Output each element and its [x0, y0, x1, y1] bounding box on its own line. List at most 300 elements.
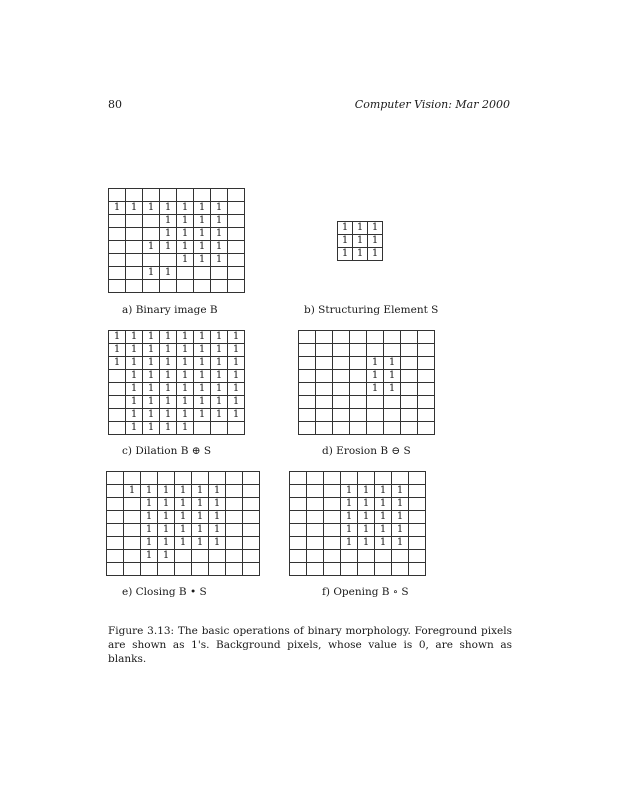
grid-row [109, 202, 245, 215]
grid-cell [194, 280, 211, 293]
grid-cell [324, 472, 341, 485]
caption-erosion: d) Erosion B ⊖ S [322, 445, 411, 457]
grid-cell: 1 [160, 228, 177, 241]
grid-row [109, 228, 245, 241]
grid-cell: 1 [143, 396, 160, 409]
grid-cell: 1 [177, 396, 194, 409]
grid-cell: 1 [158, 511, 175, 524]
grid-cell [350, 370, 367, 383]
grid-cell [290, 485, 307, 498]
grid-row [299, 409, 435, 422]
grid-cell [350, 409, 367, 422]
grid-cell: 1 [141, 485, 158, 498]
grid-cell: 1 [141, 537, 158, 550]
grid-cell: 1 [177, 331, 194, 344]
grid-cell [341, 550, 358, 563]
grid-cell: 1 [177, 202, 194, 215]
grid-cell: 1 [341, 485, 358, 498]
grid-row [299, 422, 435, 435]
grid-cell [109, 189, 126, 202]
grid-cell [307, 511, 324, 524]
grid-cell: 1 [341, 511, 358, 524]
grid-cell: 1 [177, 215, 194, 228]
grid-cell [243, 511, 260, 524]
grid-cell [109, 215, 126, 228]
grid-cell [290, 563, 307, 576]
grid-row [290, 524, 426, 537]
grid-row [109, 396, 245, 409]
grid-cell: 1 [160, 383, 177, 396]
grid-cell [299, 344, 316, 357]
grid-row [290, 550, 426, 563]
grid-cell [333, 331, 350, 344]
grid-cell [107, 550, 124, 563]
grid-cell [350, 396, 367, 409]
grid-cell: 1 [211, 331, 228, 344]
grid-cell [401, 422, 418, 435]
grid-cell: 1 [160, 344, 177, 357]
grid-cell [141, 563, 158, 576]
grid-cell: 1 [143, 331, 160, 344]
grid-cell: 1 [143, 202, 160, 215]
grid-cell: 1 [209, 498, 226, 511]
grid-cell [109, 409, 126, 422]
grid-cell: 1 [192, 485, 209, 498]
grid-cell [209, 550, 226, 563]
grid-cell: 1 [126, 396, 143, 409]
grid-cell [418, 344, 435, 357]
grid-cell [290, 511, 307, 524]
grid-row [109, 331, 245, 344]
grid-cell [333, 422, 350, 435]
grid-cell [243, 524, 260, 537]
grid-cell: 1 [194, 254, 211, 267]
grid-cell: 1 [368, 248, 383, 261]
grid-cell [358, 472, 375, 485]
grid-cell [107, 511, 124, 524]
grid-cell [392, 563, 409, 576]
grid-cell [316, 331, 333, 344]
grid-cell [141, 472, 158, 485]
grid-cell: 1 [126, 409, 143, 422]
grid-cell: 1 [228, 357, 245, 370]
grid-cell: 1 [143, 241, 160, 254]
grid-cell: 1 [353, 235, 368, 248]
grid-cell: 1 [211, 202, 228, 215]
grid-cell: 1 [194, 357, 211, 370]
grid-cell: 1 [158, 485, 175, 498]
grid-row [290, 498, 426, 511]
grid-row [107, 524, 260, 537]
grid-cell [228, 202, 245, 215]
grid-cell [228, 189, 245, 202]
grid-cell [307, 524, 324, 537]
grid-cell: 1 [141, 550, 158, 563]
grid-cell [418, 383, 435, 396]
grid-cell [324, 563, 341, 576]
grid-cell [126, 267, 143, 280]
grid-cell [333, 357, 350, 370]
grid-cell [160, 280, 177, 293]
grid-cell [228, 280, 245, 293]
grid-cell [175, 472, 192, 485]
grid-cell [124, 472, 141, 485]
grid-cell [160, 189, 177, 202]
grid-cell: 1 [368, 235, 383, 248]
grid-cell [126, 280, 143, 293]
grid-cell [126, 254, 143, 267]
grid-cell: 1 [160, 202, 177, 215]
grid-cell [299, 396, 316, 409]
grid-cell [333, 383, 350, 396]
grid-cell [107, 537, 124, 550]
grid-row [109, 383, 245, 396]
grid-cell: 1 [211, 254, 228, 267]
grid-row [109, 344, 245, 357]
grid-cell [211, 422, 228, 435]
grid-cell [177, 189, 194, 202]
grid-cell [109, 370, 126, 383]
grid-cell [226, 485, 243, 498]
grid-cell [243, 563, 260, 576]
grid-cell: 1 [192, 511, 209, 524]
page-number: 80 [108, 98, 122, 111]
grid-row [109, 357, 245, 370]
grid-cell [228, 215, 245, 228]
running-title: Computer Vision: Mar 2000 [354, 98, 510, 111]
grid-cell [226, 472, 243, 485]
grid-cell [324, 537, 341, 550]
grid-cell: 1 [194, 383, 211, 396]
grid-row [290, 563, 426, 576]
grid-cell [175, 563, 192, 576]
closing-grid [106, 471, 260, 576]
grid-row [109, 280, 245, 293]
grid-cell [409, 498, 426, 511]
grid-cell: 1 [160, 241, 177, 254]
grid-cell [307, 550, 324, 563]
grid-cell [384, 409, 401, 422]
grid-row [299, 331, 435, 344]
grid-cell: 1 [160, 331, 177, 344]
grid-cell: 1 [126, 370, 143, 383]
grid-cell: 1 [211, 228, 228, 241]
grid-cell [226, 511, 243, 524]
grid-cell: 1 [209, 485, 226, 498]
grid-row [338, 222, 383, 235]
grid-cell [109, 383, 126, 396]
grid-cell: 1 [192, 537, 209, 550]
grid-cell: 1 [175, 498, 192, 511]
grid-cell [333, 370, 350, 383]
grid-cell [384, 331, 401, 344]
grid-cell [307, 563, 324, 576]
grid-cell: 1 [211, 409, 228, 422]
grid-cell: 1 [384, 370, 401, 383]
grid-cell: 1 [358, 498, 375, 511]
grid-cell: 1 [143, 409, 160, 422]
grid-cell [367, 396, 384, 409]
grid-row [109, 409, 245, 422]
structuring-element-grid [337, 221, 383, 261]
grid-cell: 1 [175, 485, 192, 498]
erosion-grid [298, 330, 435, 435]
grid-cell: 1 [209, 524, 226, 537]
grid-cell: 1 [194, 370, 211, 383]
grid-cell: 1 [177, 383, 194, 396]
grid-row [107, 550, 260, 563]
grid-cell: 1 [392, 537, 409, 550]
grid-cell [384, 396, 401, 409]
grid-cell [243, 472, 260, 485]
grid-cell [228, 241, 245, 254]
caption-opening: f) Opening B ∘ S [322, 586, 409, 598]
grid-cell: 1 [194, 344, 211, 357]
grid-cell: 1 [177, 357, 194, 370]
grid-cell: 1 [338, 248, 353, 261]
grid-cell [126, 241, 143, 254]
grid-cell [409, 472, 426, 485]
grid-row [109, 422, 245, 435]
grid-cell [143, 254, 160, 267]
grid-cell [409, 550, 426, 563]
grid-cell: 1 [228, 331, 245, 344]
grid-row [107, 485, 260, 498]
grid-cell: 1 [392, 485, 409, 498]
grid-cell: 1 [211, 370, 228, 383]
grid-cell [192, 550, 209, 563]
grid-cell: 1 [358, 537, 375, 550]
grid-cell: 1 [158, 498, 175, 511]
grid-cell: 1 [358, 524, 375, 537]
grid-row [338, 235, 383, 248]
grid-cell: 1 [194, 396, 211, 409]
grid-cell [367, 422, 384, 435]
grid-cell: 1 [194, 409, 211, 422]
grid-cell: 1 [177, 409, 194, 422]
grid-cell [341, 472, 358, 485]
grid-cell: 1 [126, 383, 143, 396]
grid-cell [418, 409, 435, 422]
grid-cell: 1 [126, 331, 143, 344]
grid-cell: 1 [375, 524, 392, 537]
grid-cell [418, 422, 435, 435]
grid-cell [124, 511, 141, 524]
grid-cell [143, 280, 160, 293]
grid-cell [124, 524, 141, 537]
grid-cell [124, 550, 141, 563]
grid-cell [307, 485, 324, 498]
grid-cell [333, 344, 350, 357]
grid-cell [341, 563, 358, 576]
grid-cell [124, 563, 141, 576]
grid-cell: 1 [141, 511, 158, 524]
grid-cell [209, 563, 226, 576]
grid-cell [209, 472, 226, 485]
grid-cell [367, 409, 384, 422]
grid-cell [299, 409, 316, 422]
grid-cell: 1 [211, 396, 228, 409]
grid-cell [401, 331, 418, 344]
grid-cell [243, 537, 260, 550]
grid-cell [316, 422, 333, 435]
opening-grid [289, 471, 426, 576]
grid-cell: 1 [143, 357, 160, 370]
grid-cell [401, 396, 418, 409]
grid-cell: 1 [124, 485, 141, 498]
grid-cell: 1 [160, 422, 177, 435]
grid-row [109, 189, 245, 202]
grid-cell [299, 331, 316, 344]
caption-dilation: c) Dilation B ⊕ S [122, 445, 212, 457]
grid-cell [126, 189, 143, 202]
grid-cell: 1 [177, 344, 194, 357]
grid-cell [126, 228, 143, 241]
grid-cell: 1 [384, 383, 401, 396]
grid-cell [299, 370, 316, 383]
grid-cell [299, 422, 316, 435]
grid-cell [401, 344, 418, 357]
caption-closing: e) Closing B • S [122, 586, 207, 598]
grid-cell: 1 [160, 409, 177, 422]
grid-cell: 1 [143, 370, 160, 383]
grid-row [109, 370, 245, 383]
grid-cell [143, 215, 160, 228]
grid-row [290, 472, 426, 485]
grid-cell [384, 344, 401, 357]
grid-cell [290, 550, 307, 563]
grid-cell [226, 524, 243, 537]
binary-image-grid [108, 188, 245, 293]
grid-cell [375, 472, 392, 485]
grid-cell [299, 383, 316, 396]
grid-cell [307, 537, 324, 550]
grid-cell: 1 [228, 409, 245, 422]
grid-cell: 1 [209, 537, 226, 550]
grid-row [109, 267, 245, 280]
grid-row [109, 241, 245, 254]
grid-cell: 1 [341, 498, 358, 511]
grid-cell: 1 [353, 222, 368, 235]
grid-cell [192, 563, 209, 576]
grid-cell [358, 550, 375, 563]
grid-cell: 1 [126, 344, 143, 357]
grid-cell [107, 472, 124, 485]
grid-cell [316, 383, 333, 396]
grid-cell: 1 [177, 254, 194, 267]
grid-cell [367, 331, 384, 344]
grid-cell: 1 [126, 202, 143, 215]
grid-cell: 1 [384, 357, 401, 370]
grid-row [299, 357, 435, 370]
grid-cell: 1 [368, 222, 383, 235]
grid-cell [158, 563, 175, 576]
grid-cell: 1 [192, 498, 209, 511]
grid-cell: 1 [160, 357, 177, 370]
grid-cell [243, 485, 260, 498]
grid-cell [333, 409, 350, 422]
grid-cell [228, 422, 245, 435]
grid-cell: 1 [228, 396, 245, 409]
grid-row [338, 248, 383, 261]
grid-cell: 1 [341, 537, 358, 550]
grid-cell [211, 189, 228, 202]
grid-cell: 1 [392, 524, 409, 537]
grid-cell [409, 563, 426, 576]
grid-cell [316, 409, 333, 422]
grid-cell [109, 267, 126, 280]
grid-cell [375, 563, 392, 576]
grid-cell [375, 550, 392, 563]
grid-cell: 1 [375, 498, 392, 511]
grid-cell [350, 383, 367, 396]
grid-cell [307, 472, 324, 485]
grid-cell [409, 537, 426, 550]
grid-cell: 1 [175, 524, 192, 537]
caption-binary-image: a) Binary image B [122, 304, 218, 316]
grid-cell [126, 215, 143, 228]
grid-cell [290, 537, 307, 550]
grid-cell [290, 524, 307, 537]
grid-cell: 1 [143, 344, 160, 357]
grid-cell: 1 [211, 241, 228, 254]
grid-cell [228, 254, 245, 267]
grid-cell [211, 267, 228, 280]
grid-cell: 1 [228, 383, 245, 396]
grid-cell [228, 267, 245, 280]
grid-cell [109, 241, 126, 254]
grid-cell [316, 344, 333, 357]
grid-cell [290, 472, 307, 485]
grid-cell: 1 [126, 422, 143, 435]
grid-cell [228, 228, 245, 241]
grid-cell [316, 357, 333, 370]
grid-cell: 1 [367, 370, 384, 383]
grid-cell [107, 563, 124, 576]
grid-row [290, 537, 426, 550]
grid-cell [316, 396, 333, 409]
grid-cell [243, 550, 260, 563]
grid-row [107, 511, 260, 524]
grid-cell [194, 422, 211, 435]
grid-cell [324, 550, 341, 563]
grid-cell: 1 [126, 357, 143, 370]
grid-row [107, 563, 260, 576]
grid-cell [350, 344, 367, 357]
grid-cell [350, 331, 367, 344]
grid-cell [401, 370, 418, 383]
grid-cell [109, 422, 126, 435]
grid-cell [418, 396, 435, 409]
grid-cell [226, 550, 243, 563]
grid-row [290, 511, 426, 524]
grid-cell: 1 [367, 383, 384, 396]
grid-cell: 1 [143, 383, 160, 396]
grid-cell [418, 357, 435, 370]
grid-cell: 1 [177, 241, 194, 254]
grid-cell [160, 254, 177, 267]
grid-cell [107, 485, 124, 498]
grid-cell: 1 [228, 344, 245, 357]
grid-cell: 1 [177, 422, 194, 435]
caption-structuring-element: b) Structuring Element S [304, 304, 439, 316]
grid-cell: 1 [211, 215, 228, 228]
grid-cell: 1 [194, 241, 211, 254]
grid-cell: 1 [143, 267, 160, 280]
grid-cell [401, 409, 418, 422]
grid-cell [107, 524, 124, 537]
grid-row [109, 215, 245, 228]
